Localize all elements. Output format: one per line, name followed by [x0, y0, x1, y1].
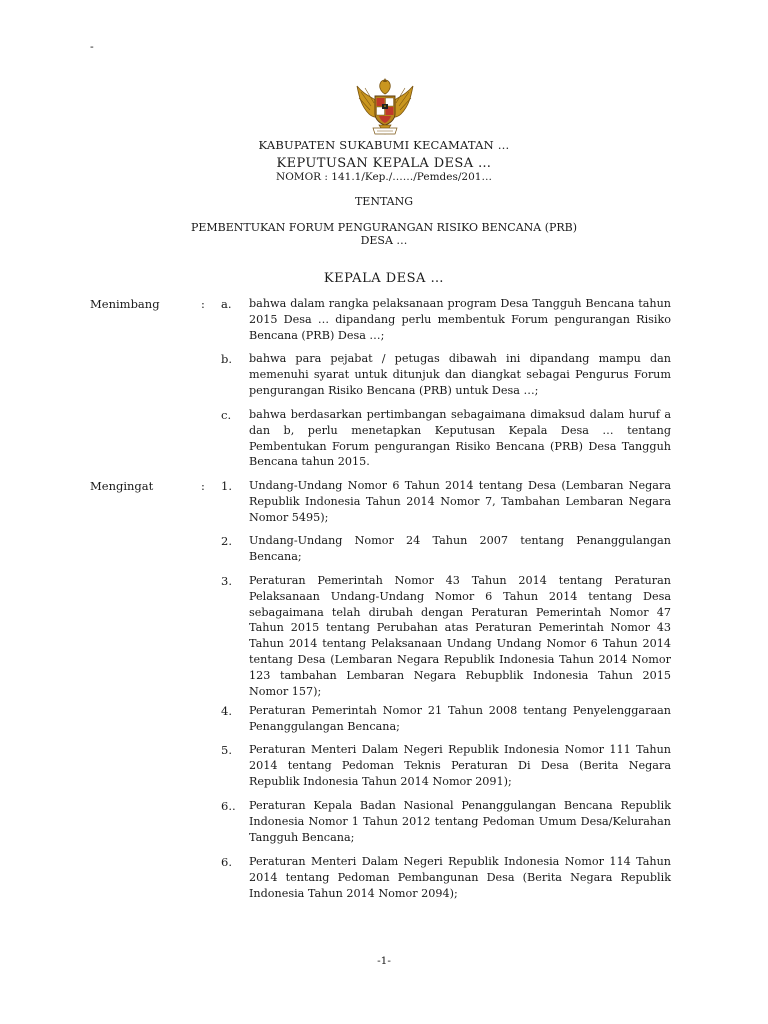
mengingat-marker: 4.	[221, 704, 232, 718]
mengingat-item: Peraturan Menteri Dalam Negeri Republik Indonesia Nomor 111 Tahun 2014 tentang Pedoman Teknis Peraturan Di Desa (Berita Negara Republik Indonesia Tahun 2014 Nomor 2091);	[249, 743, 671, 788]
mengingat-marker: 5.	[221, 743, 232, 757]
mengingat-marker: 1.	[221, 479, 232, 493]
mengingat-marker: 6.	[221, 855, 232, 869]
menimbang-item: bahwa berdasarkan pertimbangan sebagaimana dimaksud dalam huruf a dan b, perlu menetapkan Keputusan Kepala Desa … tentang Pembentukan Forum pengurangan Risiko Bencana (PRB) Desa Tangguh Bencana tahun 2015.	[249, 408, 671, 469]
mengingat-item: Peraturan Menteri Dalam Negeri Republik Indonesia Nomor 114 Tahun 2014 tentang Pedoman Pembangunan Desa (Berita Negara Republik Indonesia Tahun 2014 Nomor 2094);	[249, 855, 671, 900]
mengingat-item: Undang-Undang Nomor 6 Tahun 2014 tentang Desa (Lembaran Negara Republik Indonesia Tahun 2014 Nomor 7, Tambahan Lembaran Negara Nomor 5495);	[249, 479, 671, 524]
mengingat-colon: :	[201, 479, 205, 493]
mengingat-item: Undang-Undang Nomor 24 Tahun 2007 tentang Penanggulangan Bencana;	[249, 534, 671, 563]
mengingat-item: Peraturan Pemerintah Nomor 43 Tahun 2014 tentang Peraturan Pelaksanaan Undang-Undang Nomor 6 Tahun 2014 tentang Desa sebagaimana telah dirubah dengan Peraturan Pemerintah Nomor 47 Tahun 2015 tentang Perubahan atas Peraturan Pemerintah Nomor 43 Tahun 2014 tentang Pelaksanaan Undang Undang Nomor 6 Tahun 2014 tentang Desa (Lembaran Negara Republik Indonesia Tahun 2014 Nomor 123 tambahan Lembaran Negara Rebupblik Indonesia Tahun 2015 Nomor 157);	[249, 574, 671, 698]
mengingat-item: Peraturan Kepala Badan Nasional Penanggulangan Bencana Republik Indonesia Nomor 1 Tahun 2012 tentang Pedoman Umum Desa/Kelurahan Tangguh Bencana;	[249, 799, 671, 844]
menimbang-label: Menimbang	[90, 297, 160, 311]
regency-heading: KABUPATEN SUKABUMI KECAMATAN …	[258, 138, 510, 152]
mengingat-marker: 6..	[221, 799, 236, 813]
menimbang-item: bahwa dalam rangka pelaksanaan program Desa Tangguh Bencana tahun 2015 Desa … dipandang perlu membentuk Forum pengurangan Risiko Bencana (PRB) Desa …;	[249, 297, 671, 342]
top-mark: -	[90, 40, 94, 53]
issuer-heading: KEPALA DESA …	[323, 271, 445, 286]
decree-number: NOMOR : 141.1/Kep./……/Pemdes/201…	[276, 171, 492, 183]
decree-title: KEPUTUSAN KEPALA DESA …	[276, 156, 492, 171]
tentang-label: TENTANG	[354, 195, 414, 208]
menimbang-marker: a.	[221, 297, 232, 311]
menimbang-colon: :	[201, 297, 205, 311]
mengingat-marker: 2.	[221, 534, 232, 548]
menimbang-marker: c.	[221, 408, 232, 422]
mengingat-item: Peraturan Pemerintah Nomor 21 Tahun 2008 tentang Penyelenggaraan Penanggulangan Bencana;	[249, 704, 671, 733]
page-number: -1-	[377, 955, 391, 967]
menimbang-item: bahwa para pejabat / petugas dibawah ini dipandang mampu dan memenuhi syarat untuk ditunjuk dan diangkat sebagai Pengurus Forum pengurangan Risiko Bencana (PRB) untuk Desa …;	[249, 352, 671, 397]
menimbang-marker: b.	[221, 352, 233, 366]
mengingat-label: Mengingat	[90, 479, 154, 493]
mengingat-marker: 3.	[221, 574, 232, 588]
subject-line-1: PEMBENTUKAN FORUM PENGURANGAN RISIKO BENCANA (PRB)	[190, 221, 578, 234]
garuda-emblem-icon	[351, 76, 419, 142]
subject-line-2: DESA …	[360, 234, 408, 247]
